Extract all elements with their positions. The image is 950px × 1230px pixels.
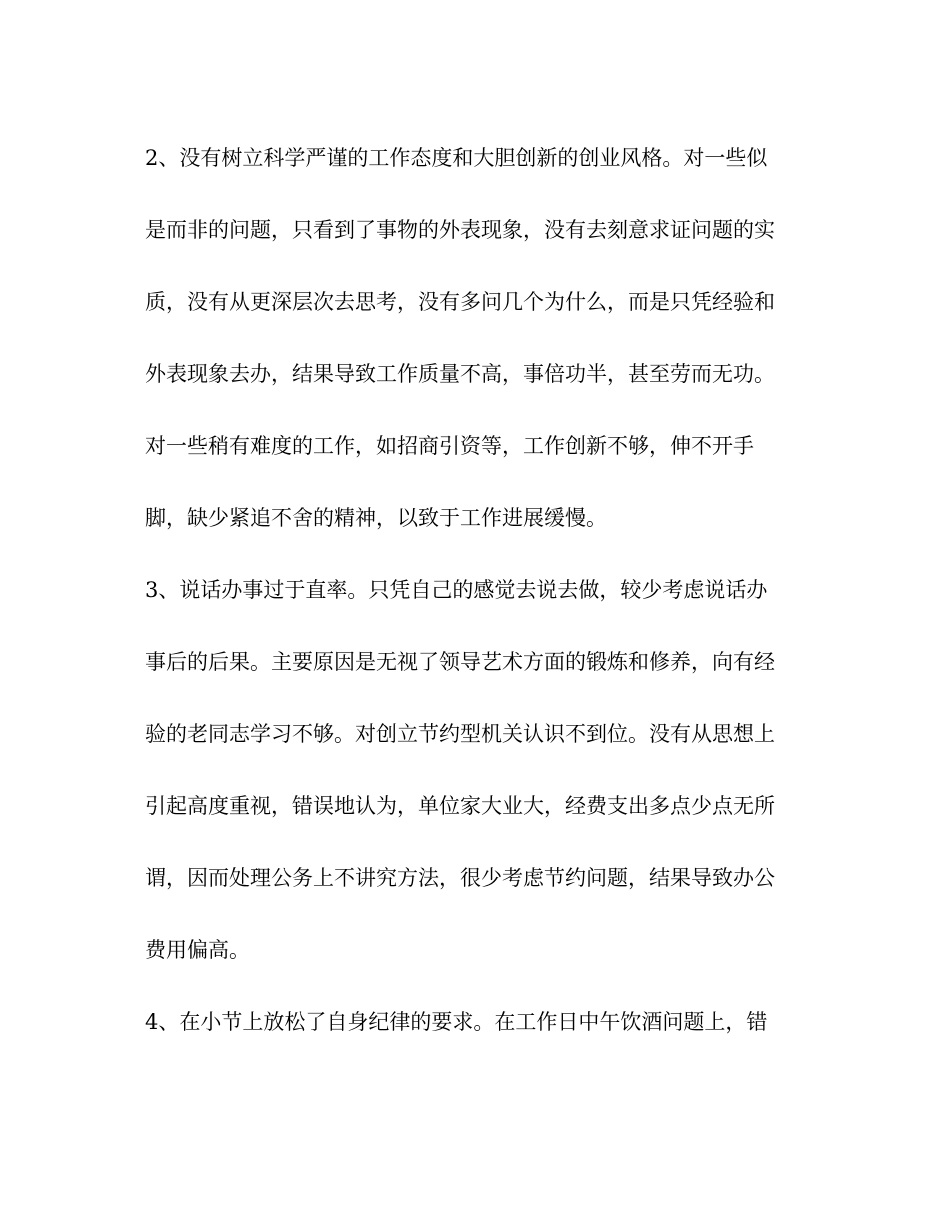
text-line: 质，没有从更深层次去思考，没有多问几个为什么，而是只凭经验和 (145, 290, 775, 314)
text-line: 3、说话办事过于直率。只凭自己的感觉去说去做，较少考虑说话办 (145, 578, 768, 602)
text-line: 事后的后果。主要原因是无视了领导艺术方面的锻炼和修养，向有经 (145, 650, 775, 674)
text-line: 外表现象去办，结果导致工作质量不高，事倍功半，甚至劳而无功。 (145, 362, 775, 386)
text-line: 对一些稍有难度的工作，如招商引资等，工作创新不够，伸不开手 (145, 434, 754, 458)
text-line: 谓，因而处理公务上不讲究方法，很少考虑节约问题，结果导致办公 (145, 866, 775, 890)
text-line: 引起高度重视，错误地认为，单位家大业大，经费支出多点少点无所 (145, 794, 775, 818)
text-line: 4、在小节上放松了自身纪律的要求。在工作日中午饮酒问题上，错 (145, 1010, 768, 1034)
text-line: 2、没有树立科学严谨的工作态度和大胆创新的创业风格。对一些似 (145, 146, 768, 170)
text-line: 脚，缺少紧追不舍的精神，以致于工作进展缓慢。 (145, 506, 607, 530)
text-line: 是而非的问题，只看到了事物的外表现象，没有去刻意求证问题的实 (145, 218, 775, 242)
text-line: 费用偏高。 (145, 938, 250, 962)
text-line: 验的老同志学习不够。对创立节约型机关认识不到位。没有从思想上 (145, 722, 775, 746)
document-body (145, 134, 810, 1070)
